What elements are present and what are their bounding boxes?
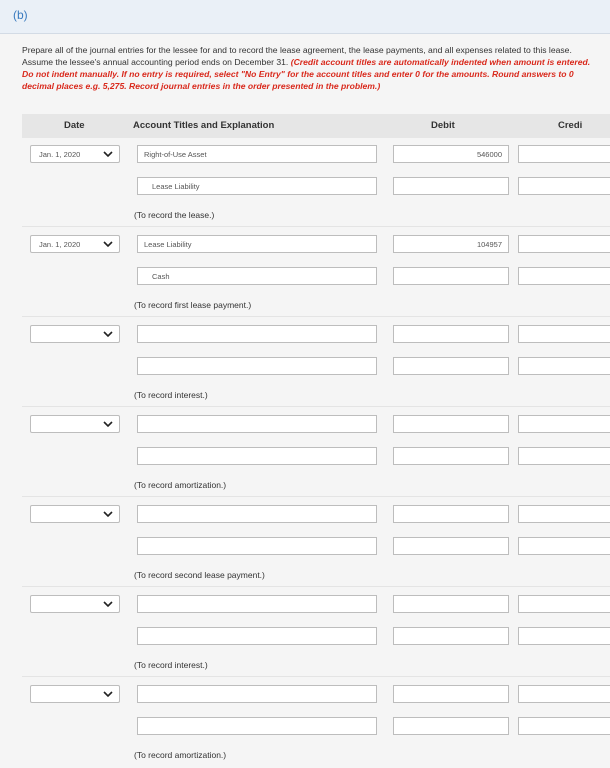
account-credit-input[interactable] — [137, 627, 377, 645]
table-header — [22, 114, 610, 138]
account-credit-input[interactable] — [137, 357, 377, 375]
account-value: Cash — [152, 272, 170, 281]
chevron-down-icon — [103, 510, 113, 518]
row-divider — [22, 316, 610, 317]
account-debit-input[interactable] — [137, 415, 377, 433]
debit-input[interactable] — [393, 627, 509, 645]
account-value: Lease Liability — [152, 182, 200, 191]
header-debit: Debit — [431, 120, 455, 131]
account-value: Right-of-Use Asset — [144, 150, 207, 159]
credit-input[interactable] — [518, 595, 610, 613]
credit-input[interactable] — [518, 717, 610, 735]
debit-value: 546000 — [476, 150, 502, 159]
debit-value: 104957 — [476, 240, 502, 249]
row-divider — [22, 496, 610, 497]
account-debit-input[interactable] — [137, 595, 377, 613]
date-select[interactable] — [30, 505, 120, 523]
credit-input[interactable] — [518, 235, 610, 253]
header-account: Account Titles and Explanation — [133, 120, 275, 131]
credit-input[interactable] — [518, 685, 610, 703]
date-value: Jan. 1, 2020 — [39, 240, 81, 249]
debit-input[interactable] — [393, 357, 509, 375]
chevron-down-icon — [103, 150, 113, 158]
row-divider — [22, 226, 610, 227]
entry-explanation: (To record interest.) — [134, 390, 208, 400]
account-credit-input[interactable] — [137, 537, 377, 555]
debit-input[interactable] — [393, 685, 509, 703]
chevron-down-icon — [103, 240, 113, 248]
account-credit-input[interactable] — [137, 267, 377, 285]
account-debit-input[interactable] — [137, 325, 377, 343]
part-label: (b) — [13, 8, 28, 22]
debit-input[interactable] — [393, 145, 509, 163]
credit-input[interactable] — [518, 505, 610, 523]
account-debit-input[interactable] — [137, 235, 377, 253]
entry-explanation: (To record first lease payment.) — [134, 300, 252, 310]
credit-input[interactable] — [518, 537, 610, 555]
header-date: Date — [64, 120, 85, 131]
entry-explanation: (To record second lease payment.) — [134, 570, 265, 580]
debit-input[interactable] — [393, 595, 509, 613]
row-divider — [22, 586, 610, 587]
account-debit-input[interactable] — [137, 505, 377, 523]
debit-input[interactable] — [393, 415, 509, 433]
date-select[interactable] — [30, 235, 120, 253]
chevron-down-icon — [103, 420, 113, 428]
debit-input[interactable] — [393, 717, 509, 735]
debit-input[interactable] — [393, 235, 509, 253]
debit-input[interactable] — [393, 267, 509, 285]
account-credit-input[interactable] — [137, 717, 377, 735]
credit-input[interactable] — [518, 447, 610, 465]
entry-explanation: (To record amortization.) — [134, 750, 227, 760]
instructions-note: (Credit account titles are automatically indented when amount is entered. Do not indent manually. If no entry is required, select "No Entry" for the account titles and enter 0 for the amounts. Round answers to 0 decimal places e.g. 5,275. Record journal entries in the order presented in the problem.) — [22, 57, 591, 91]
entry-explanation: (To record amortization.) — [134, 480, 227, 490]
date-select[interactable] — [30, 595, 120, 613]
date-select[interactable] — [30, 415, 120, 433]
part-header — [0, 0, 610, 34]
account-value: Lease Liability — [144, 240, 192, 249]
debit-input[interactable] — [393, 325, 509, 343]
date-select[interactable] — [30, 145, 120, 163]
account-debit-input[interactable] — [137, 685, 377, 703]
row-divider — [22, 406, 610, 407]
date-select[interactable] — [30, 685, 120, 703]
credit-input[interactable] — [518, 415, 610, 433]
account-debit-input[interactable] — [137, 145, 377, 163]
row-divider — [22, 676, 610, 677]
entry-explanation: (To record interest.) — [134, 660, 208, 670]
instructions-text: Prepare all of the journal entries for the lessee for and to record the lease agreement, the lease payments, and all expenses related to this lease. Assume the lessee's annual accounting period ends on December 31. — [22, 45, 572, 67]
debit-input[interactable] — [393, 177, 509, 195]
account-credit-input[interactable] — [137, 177, 377, 195]
debit-input[interactable] — [393, 447, 509, 465]
debit-input[interactable] — [393, 505, 509, 523]
credit-input[interactable] — [518, 627, 610, 645]
entry-explanation: (To record the lease.) — [134, 210, 215, 220]
chevron-down-icon — [103, 690, 113, 698]
instructions — [22, 44, 592, 92]
header-credit: Credi — [558, 120, 583, 131]
date-select[interactable] — [30, 325, 120, 343]
account-credit-input[interactable] — [137, 447, 377, 465]
credit-input[interactable] — [518, 325, 610, 343]
debit-input[interactable] — [393, 537, 509, 555]
credit-input[interactable] — [518, 357, 610, 375]
chevron-down-icon — [103, 330, 113, 338]
credit-input[interactable] — [518, 145, 610, 163]
credit-input[interactable] — [518, 177, 610, 195]
chevron-down-icon — [103, 600, 113, 608]
credit-input[interactable] — [518, 267, 610, 285]
date-value: Jan. 1, 2020 — [39, 150, 81, 159]
